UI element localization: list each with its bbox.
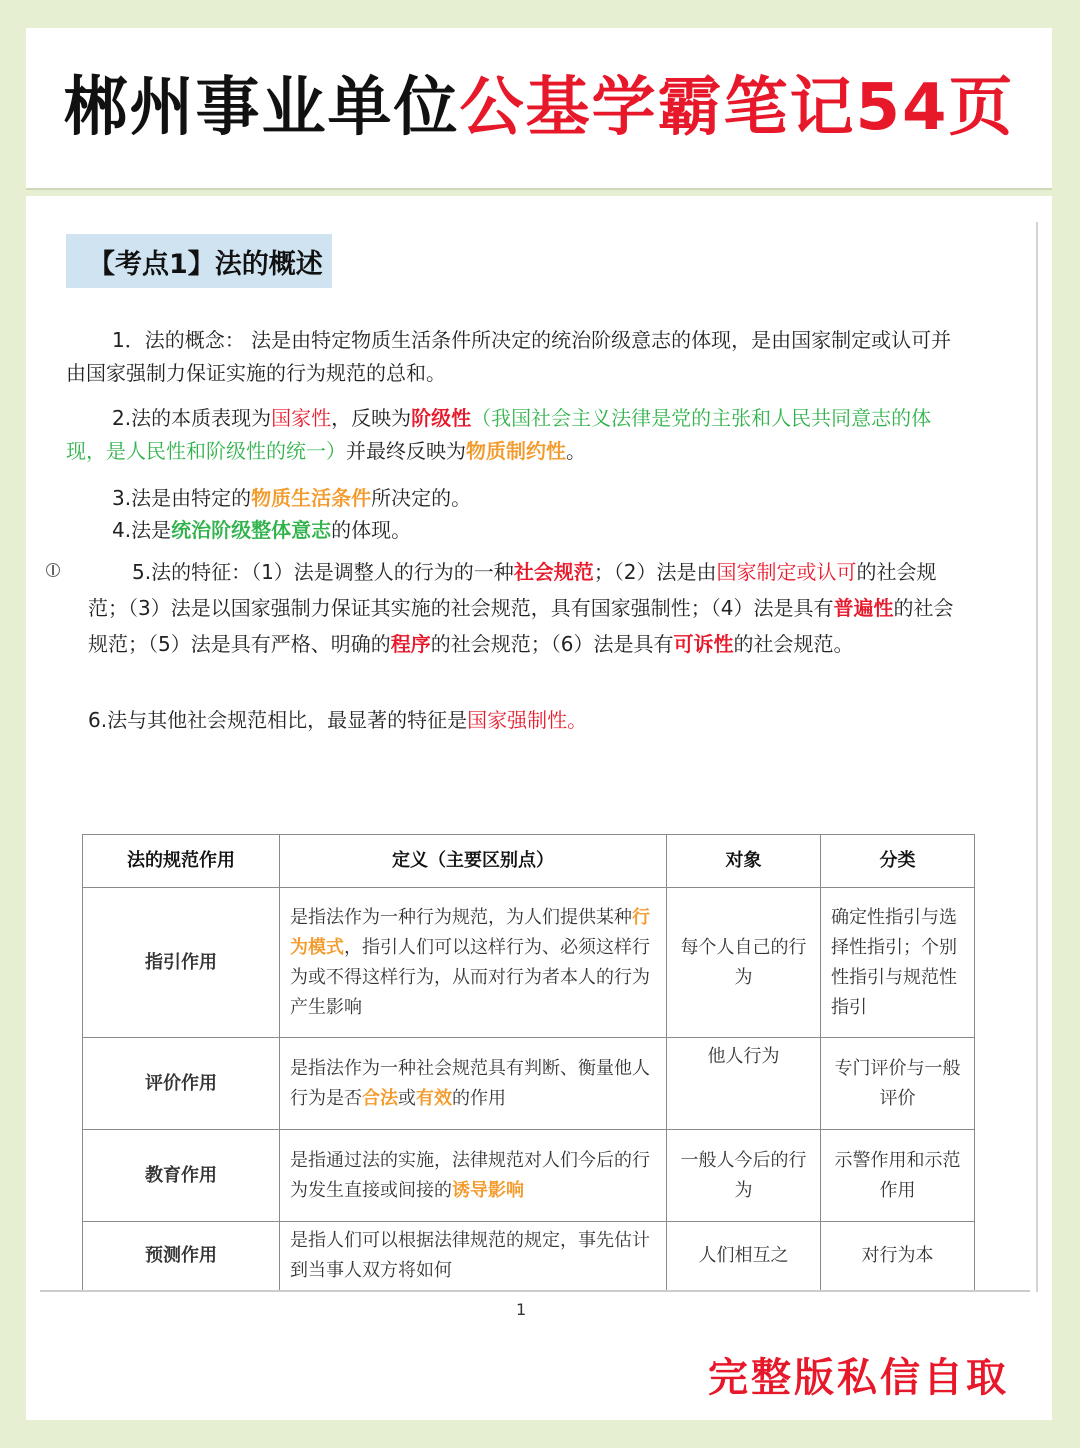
table-header-cell: 定义（主要区别点） <box>280 835 667 888</box>
section-heading-text: 【考点1】法的概述 <box>88 248 323 280</box>
p2-h: 。 <box>566 439 586 463</box>
row-name-educate: 教育作用 <box>83 1130 280 1222</box>
paragraph-1 <box>66 324 966 390</box>
paragraph-5 <box>88 554 968 662</box>
document-page <box>26 196 1052 1420</box>
table-row <box>83 1130 975 1222</box>
row-object: 一般人今后的行为 <box>667 1130 821 1222</box>
row-definition <box>280 888 667 1038</box>
law-function-table <box>82 834 975 1291</box>
row-object: 每个人自己的行为 <box>667 888 821 1038</box>
p3-highlight: 物质生活条件 <box>251 486 372 510</box>
p5-c: ；（2）法是由 <box>593 560 717 584</box>
def-highlight: 行为模式 <box>290 906 650 958</box>
p5-highlight-social-norm: 社会规范 <box>513 560 594 584</box>
p1-label: 1．法的概念： <box>112 328 245 352</box>
p4-highlight: 统治阶级整体意志 <box>171 518 332 542</box>
p4-a: 4.法是 <box>112 518 172 542</box>
page-edge-divider <box>1036 222 1038 1292</box>
table-row <box>83 888 975 1038</box>
p5-highlight-universal: 普遍性 <box>833 596 894 620</box>
def-highlight: 有效 <box>416 1087 452 1109</box>
p5-e: 的社会规范；（3）法是以国家强制力保证其实施的社会规范，具有国家强制性；（4）法是具有 <box>88 560 937 620</box>
p1-text: 法是由特定物质生活条件所决定的统治阶级意志的体现，是由国家制定或认可并由国家强制力保证实施的行为规范的总和。 <box>66 328 952 385</box>
p2-highlight-class: 阶级性 <box>411 406 472 430</box>
row-category: 示警作用和示范作用 <box>821 1130 975 1222</box>
p3-c: 所决定的。 <box>371 486 472 510</box>
p2-highlight-nationality: 国家性 <box>271 406 332 430</box>
banner-title-red: 公基学霸笔记54页 <box>459 71 1015 145</box>
p5-g: 的社会规范；（5）法是具有严格、明确的 <box>88 596 954 656</box>
p6-a: 6.法与其他社会规范相比，最显著的特征是 <box>88 708 468 732</box>
cta-text: 完整版私信自取 <box>708 1354 1009 1401</box>
p2-c: ，反映为 <box>331 406 412 430</box>
row-object: 人们相互之 <box>667 1222 821 1291</box>
row-name-evaluate: 评价作用 <box>83 1038 280 1130</box>
table-header-cell: 分类 <box>821 835 975 888</box>
row-definition <box>280 1038 667 1130</box>
table-header-row <box>83 835 975 888</box>
table-row <box>83 1222 975 1291</box>
section-heading <box>66 234 332 288</box>
p5-highlight-procedure: 程序 <box>390 632 431 656</box>
page-marker-icon <box>46 563 60 577</box>
row-name-predict: 预测作用 <box>83 1222 280 1291</box>
p2-a: 2.法的本质表现为 <box>112 406 272 430</box>
table-header-cell: 对象 <box>667 835 821 888</box>
banner-title <box>63 71 1015 145</box>
def-text: ，指引人们可以这样行为、必须这样行为或不得这样行为，从而对行为者本人的行为产生影响 <box>290 936 650 1018</box>
banner-title-black: 郴州事业单位 <box>63 71 460 145</box>
def-highlight: 合法 <box>362 1087 398 1109</box>
def-text: 是指通过法的实施，法律规范对人们今后的行为发生直接或间接的 <box>290 1149 650 1201</box>
p2-highlight-material: 物质制约性 <box>466 439 566 463</box>
paragraph-2 <box>66 402 966 468</box>
row-name-guide: 指引作用 <box>83 888 280 1038</box>
def-text: 是指法作为一种社会规范具有判断、衡量他人行为是否 <box>290 1057 650 1109</box>
row-category: 专门评价与一般评价 <box>821 1038 975 1130</box>
row-object: 他人行为 <box>667 1038 821 1130</box>
table-row <box>83 1038 975 1130</box>
def-highlight: 诱导影响 <box>452 1179 524 1201</box>
def-text: 是指法作为一种行为规范，为人们提供某种 <box>290 906 632 928</box>
p6-highlight: 国家强制性。 <box>467 708 588 732</box>
p2-f: 并最终反映为 <box>346 439 466 463</box>
p5-highlight-state: 国家制定或认可 <box>716 560 857 584</box>
page-number: 1 <box>516 1300 527 1319</box>
p5-k: 的社会规范。 <box>733 632 854 656</box>
page-bottom-line <box>40 1290 1030 1292</box>
paragraph-6 <box>88 704 968 737</box>
paragraph-3 <box>66 482 966 515</box>
table-header-cell: 法的规范作用 <box>83 835 280 888</box>
paragraph-4 <box>66 514 966 547</box>
row-definition <box>280 1130 667 1222</box>
title-banner <box>26 28 1052 190</box>
p3-a: 3.法是由特定的 <box>112 486 252 510</box>
row-definition: 是指人们可以根据法律规范的规定，事先估计到当事人双方将如何 <box>280 1222 667 1291</box>
row-category: 确定性指引与选择性指引；个别性指引与规范性指引 <box>821 888 975 1038</box>
def-text: 的作用 <box>452 1087 506 1109</box>
p5-highlight-actionable: 可诉性 <box>673 632 734 656</box>
def-text: 或 <box>398 1087 416 1109</box>
p5-a: 5.法的特征：（1）法是调整人的行为的一种 <box>132 560 514 584</box>
p5-i: 的社会规范；（6）法是具有 <box>430 632 674 656</box>
p4-c: 的体现。 <box>331 518 412 542</box>
p2-green-note: （我国社会主义法律是党的主张和人民共同意志的体现，是人民性和阶级性的统一） <box>66 406 932 463</box>
row-category: 对行为本 <box>821 1222 975 1291</box>
